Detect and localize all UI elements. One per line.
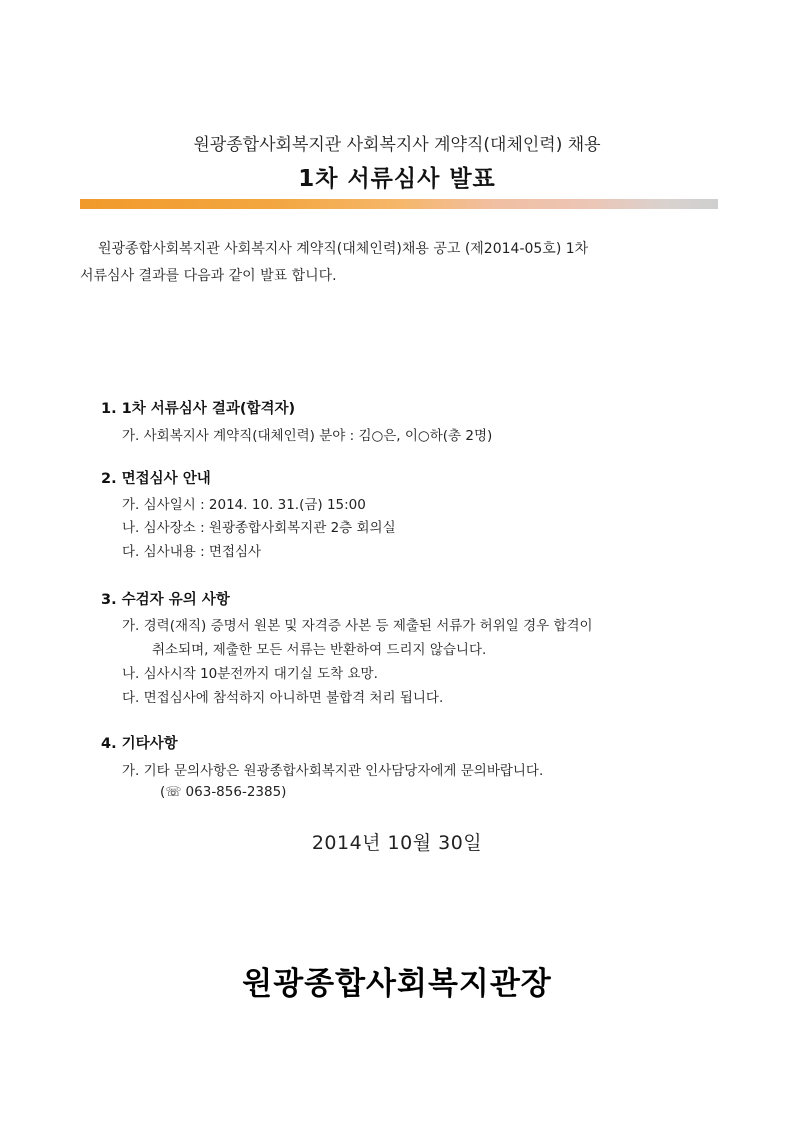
section-3-heading: 3. 수검자 유의 사항 bbox=[101, 592, 230, 608]
intro-line-2: 서류심사 결과를 다음과 같이 발표 합니다. bbox=[80, 268, 337, 284]
title-divider bbox=[80, 199, 718, 209]
contact-phone: (☏ 063-856-2385) bbox=[160, 784, 287, 800]
section-3-item-2: 나. 심사시작 10분전까지 대기실 도착 요망. bbox=[122, 666, 378, 682]
section-3-item-1-cont: 취소되며, 제출한 모든 서류는 반환하여 드리지 않습니다. bbox=[152, 642, 487, 658]
notice-subtitle: 원광종합사회복지관 사회복지사 계약직(대체인력) 채용 bbox=[193, 135, 601, 155]
section-3-item-1: 가. 경력(재직) 증명서 원본 및 자격증 사본 등 제출된 서류가 허위일 경우 합격이 bbox=[122, 618, 593, 634]
section-1-heading: 1. 1차 서류심사 결과(합격자) bbox=[101, 401, 296, 417]
section-4-item-1: 가. 기타 문의사항은 원광종합사회복지관 인사담당자에게 문의바랍니다. bbox=[122, 763, 544, 779]
telephone-icon: ☏ bbox=[165, 785, 182, 800]
contact-phone-number: 063-856-2385) bbox=[185, 784, 287, 800]
notice-date: 2014년 10월 30일 bbox=[311, 832, 483, 854]
issuer-signature: 원광종합사회복지관장 bbox=[242, 966, 552, 1002]
section-2-item-1: 가. 심사일시 : 2014. 10. 31.(금) 15:00 bbox=[122, 497, 366, 513]
intro-paragraph bbox=[80, 236, 720, 290]
section-3-item-3: 다. 면접심사에 참석하지 아니하면 불합격 처리 됩니다. bbox=[122, 690, 444, 706]
section-4-heading: 4. 기타사항 bbox=[101, 736, 178, 752]
section-2-heading: 2. 면접심사 안내 bbox=[101, 471, 211, 487]
section-2-item-3: 다. 심사내용 : 면접심사 bbox=[122, 544, 262, 560]
section-1-item-1: 가. 사회복지사 계약직(대체인력) 분야 : 김○은, 이○하(총 2명) bbox=[122, 428, 493, 444]
notice-title: 1차 서류심사 발표 bbox=[298, 166, 496, 192]
intro-line-1: 원광종합사회복지관 사회복지사 계약직(대체인력)채용 공고 (제2014-05호) 1차 bbox=[98, 241, 589, 257]
section-2-item-2: 나. 심사장소 : 원광종합사회복지관 2층 회의실 bbox=[122, 520, 396, 536]
